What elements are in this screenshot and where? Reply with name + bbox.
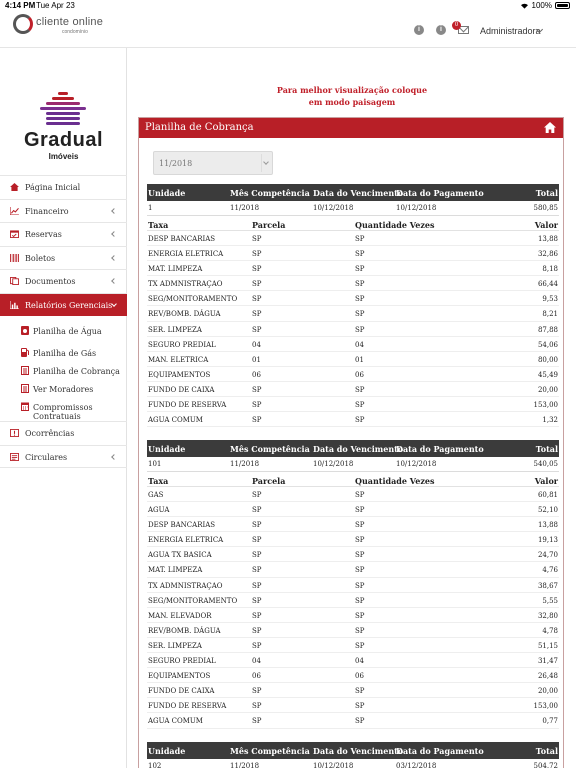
item-parcela: SP [252,611,262,620]
chevron-left-icon [111,231,117,237]
panel-header [139,118,563,138]
sidebar-subitem-label: Compromissos Contratuais [33,403,93,421]
item-quantidade: SP [355,521,365,530]
item-quantidade: SP [355,280,365,289]
list-item [147,623,559,638]
item-quantidade: SP [355,536,365,545]
list-item [147,261,559,276]
sidebar-item-label: Ocorrências [25,429,75,438]
item-taxa: GAS [148,491,164,499]
item-taxa: AGUA TX BASICA [148,551,212,560]
item-taxa: DESP BANCARIAS [148,235,216,243]
sidebar-item-reservas[interactable] [0,222,127,246]
chevron-left-icon [111,454,117,460]
sidebar-subitem-planilha-gas[interactable] [0,344,127,362]
unit-total: 540,05 [533,460,558,468]
list-item [147,231,559,246]
sidebar-item-circulares[interactable] [0,445,127,469]
battery-icon [555,2,570,9]
item-parcela: SP [252,491,262,499]
user-menu[interactable]: Administradora [480,26,541,36]
item-valor: 13,88 [537,521,558,530]
item-quantidade: 01 [355,355,364,364]
item-taxa: FUNDO DE RESERVA [148,702,227,711]
item-valor: 52,10 [537,506,558,515]
app-logo-icon[interactable] [13,14,33,34]
item-valor: 4,78 [542,626,558,635]
col-taxa: Taxa [148,220,169,230]
list-item [147,578,559,593]
item-parcela: SP [252,581,262,590]
item-quantidade: SP [355,295,365,304]
landscape-notice [250,84,454,108]
list-item [147,502,559,517]
unit-number: 1 [148,204,153,212]
wifi-icon [520,2,529,9]
item-parcela: SP [252,385,262,394]
item-parcela: SP [252,295,262,304]
item-taxa: FUNDO DE CAIXA [148,687,215,696]
item-taxa: FUNDO DE RESERVA [148,401,227,410]
item-parcela: SP [252,641,262,650]
gas-pump-icon [21,348,29,357]
item-valor: 80,00 [537,355,558,364]
item-parcela: SP [252,265,262,274]
top-header [0,12,576,48]
unit-total: 504,72 [533,762,558,768]
calendar-icon [21,402,29,411]
status-date: Tue Apr 23 [36,1,75,10]
item-quantidade: SP [355,385,365,394]
item-taxa: ENERGIA ELETRICA [148,250,224,259]
col-unidade: Unidade [148,746,186,756]
help-icon[interactable]: i [436,25,446,35]
list-item [147,683,559,698]
col-data-vencimento: Data do Vencimento [313,746,404,756]
list-item [147,246,559,261]
item-quantidade: SP [355,310,365,319]
item-parcela: SP [252,536,262,545]
col-mes-competencia: Mês Competência [230,444,310,454]
list-item [147,593,559,608]
item-quantidade: SP [355,235,365,243]
list-item [147,653,559,668]
battery-percent: 100% [531,1,552,10]
item-parcela: 04 [252,657,261,666]
unit-total: 580,85 [533,204,558,212]
brand-subtitle: Imóveis [48,152,79,161]
item-taxa: MAN. ELETRICA [148,355,209,364]
item-quantidade: 06 [355,370,364,379]
list-item [147,322,559,337]
notification-badge: 0 [452,21,461,30]
col-valor: Valor [534,220,558,230]
sidebar-subitem-label: Planilha de Gás [33,349,97,358]
home-icon[interactable] [544,122,556,133]
item-parcela: SP [252,717,262,726]
unit-pagamento: 10/12/2018 [396,460,437,468]
col-data-vencimento: Data do Vencimento [313,444,404,454]
list-item [147,367,559,382]
item-quantidade: SP [355,596,365,605]
item-quantidade: SP [355,416,365,425]
sidebar-item-relatorios-gerenciais[interactable] [0,293,127,317]
sidebar-item-financeiro[interactable] [0,199,127,223]
users-list-icon [21,384,29,393]
col-valor: Valor [534,476,558,486]
warning-icon [10,429,19,437]
item-valor: 0,77 [542,717,558,726]
col-quantidade: Quantidade Vezes [355,476,435,486]
sidebar-item-label: Relatórios Gerenciais [25,300,113,310]
sidebar-item-pagina-inicial[interactable] [0,175,127,199]
list-item [147,517,559,532]
sidebar-subitem-ver-moradores[interactable] [0,380,127,398]
circular-doc-icon [10,453,19,461]
list-item [147,668,559,683]
item-parcela: SP [252,702,262,711]
list-item [147,487,559,502]
item-taxa: MAN. ELEVADOR [148,611,212,620]
table-row[interactable] [147,201,559,216]
notice-line-1: Para melhor visualização coloque [276,85,428,95]
item-parcela: SP [252,401,262,410]
item-quantidade: SP [355,581,365,590]
chart-line-icon [10,207,19,215]
item-parcela: SP [252,551,262,560]
calendar-check-icon [10,230,19,238]
item-parcela: SP [252,626,262,635]
item-quantidade: 04 [355,340,364,349]
item-quantidade: SP [355,250,365,259]
item-quantidade: SP [355,491,365,499]
chevron-left-icon [111,208,117,214]
sidebar-item-label: Boletos [25,253,56,263]
item-parcela: SP [252,235,262,243]
item-parcela: SP [252,250,262,259]
sidebar-subitem-planilha-cobranca[interactable] [0,362,127,380]
unit-pagamento: 03/12/2018 [396,762,437,768]
item-taxa: MAT. LIMPEZA [148,566,203,575]
item-valor: 51,15 [537,641,558,650]
sidebar-subitem-label: Planilha de Água [33,327,102,336]
item-parcela: SP [252,416,262,425]
sidebar-item-label: Documentos [25,277,76,286]
list-item [147,638,559,653]
list-item [147,713,559,728]
item-valor: 19,13 [537,536,558,545]
item-taxa: REV/BOMB. DÁGUA [148,626,221,635]
item-parcela: 04 [252,340,261,349]
sidebar-item-documentos[interactable] [0,269,127,293]
table-header-row [147,184,559,201]
app-subtitle: condomínio [62,29,88,35]
item-valor: 26,48 [537,672,558,681]
unit-vencimento: 10/12/2018 [313,204,354,212]
item-valor: 153,00 [533,401,558,410]
item-quantidade: SP [355,401,365,410]
item-taxa: AGUA [148,506,170,515]
item-quantidade: SP [355,626,365,635]
col-total: Total [535,444,558,454]
item-taxa: SER. LIMPEZA [148,325,202,334]
col-quantidade: Quantidade Vezes [355,220,435,230]
item-valor: 5,55 [542,596,558,605]
item-taxa: AGUA COMUM [148,416,203,425]
unit-mes: 11/2018 [230,460,260,468]
period-select[interactable] [153,151,273,175]
item-valor: 4,76 [542,566,558,575]
chevron-down-icon [261,154,269,172]
item-quantidade: 04 [355,657,364,666]
item-valor: 20,00 [537,687,558,696]
item-valor: 54,06 [537,340,558,349]
app-name[interactable]: cliente online [36,16,104,28]
item-valor: 66,44 [537,280,558,289]
item-parcela: SP [252,280,262,289]
list-icon [21,366,29,375]
unit-vencimento: 10/12/2018 [313,762,354,768]
item-taxa: ENERGIA ELETRICA [148,536,224,545]
item-taxa: SEG/MONITORAMENTO [148,596,238,605]
list-item [147,698,559,713]
unit-billing-table [147,440,559,729]
item-quantidade: SP [355,566,365,575]
item-parcela: 06 [252,370,261,379]
col-total: Total [535,188,558,198]
item-parcela: SP [252,310,262,319]
col-data-vencimento: Data do Vencimento [313,188,404,198]
item-quantidade: SP [355,551,365,560]
item-quantidade: SP [355,265,365,274]
unit-mes: 11/2018 [230,762,260,768]
col-mes-competencia: Mês Competência [230,188,310,198]
item-parcela: SP [252,506,262,515]
items-header-row [147,216,559,231]
item-valor: 9,53 [542,295,558,304]
unit-pagamento: 10/12/2018 [396,204,437,212]
list-item [147,291,559,306]
item-valor: 13,88 [537,235,558,243]
items-header-row [147,472,559,487]
col-data-pagamento: Data do Pagamento [396,746,484,756]
billing-panel [138,117,564,768]
unit-number: 102 [148,762,162,768]
sidebar-subitem-label: Planilha de Cobrança [33,367,120,376]
sidebar [0,48,127,768]
info-icon[interactable]: i [414,25,424,35]
item-valor: 38,67 [537,581,558,590]
col-parcela: Parcela [252,476,286,486]
home-icon [10,183,19,191]
table-header-row [147,440,559,457]
item-taxa: REV/BOMB. DÁGUA [148,310,221,319]
col-parcela: Parcela [252,220,286,230]
item-parcela: SP [252,687,262,696]
list-item [147,382,559,397]
item-valor: 87,88 [537,325,558,334]
notice-line-2: em modo paisagem [308,97,396,107]
brand-name: Gradual [23,129,104,151]
col-data-pagamento: Data do Pagamento [396,188,484,198]
list-item [147,276,559,291]
item-valor: 8,21 [542,310,558,319]
col-unidade: Unidade [148,188,186,198]
list-item [147,547,559,562]
panel-title: Planilha de Cobrança [145,122,254,133]
item-quantidade: SP [355,325,365,334]
chevron-left-icon [111,255,117,261]
water-meter-icon [21,326,29,335]
unit-vencimento: 10/12/2018 [313,460,354,468]
item-taxa: SEGURO PREDIAL [148,657,216,666]
item-valor: 45,49 [537,370,558,379]
sidebar-menu [0,175,127,468]
table-header-row [147,742,559,759]
col-taxa: Taxa [148,476,169,486]
item-valor: 24,70 [537,551,558,560]
item-parcela: 06 [252,672,261,681]
sidebar-subitem-label: Ver Moradores [33,385,94,394]
item-valor: 32,86 [537,250,558,259]
col-total: Total [535,746,558,756]
sidebar-item-ocorrencias[interactable] [0,421,127,445]
item-valor: 1,32 [542,416,558,425]
item-quantidade: SP [355,611,365,620]
sidebar-item-label: Circulares [25,452,68,462]
list-item [147,397,559,412]
item-taxa: FUNDO DE CAIXA [148,385,215,394]
item-quantidade: SP [355,687,365,696]
table-row[interactable] [147,457,559,472]
item-parcela: SP [252,566,262,575]
sidebar-item-boletos[interactable] [0,246,127,270]
chevron-down-icon [111,301,117,307]
item-quantidade: SP [355,702,365,711]
list-item [147,562,559,577]
item-valor: 8,18 [542,265,558,274]
item-valor: 60,81 [537,491,558,499]
status-bar [0,0,576,12]
item-taxa: SEGURO PREDIAL [148,340,216,349]
bar-chart-icon [10,301,19,309]
col-data-pagamento: Data do Pagamento [396,444,484,454]
sidebar-item-label: Reservas [25,230,62,239]
brand-logo-icon [40,92,86,128]
chevron-left-icon [111,278,117,284]
item-parcela: SP [252,521,262,530]
item-taxa: TX ADMNISTRAÇAO [148,280,223,289]
col-unidade: Unidade [148,444,186,454]
list-item [147,532,559,547]
unit-billing-table [147,184,559,427]
documents-icon [10,277,19,285]
item-taxa: EQUIPAMENTOS [148,370,211,379]
item-valor: 153,00 [533,702,558,711]
unit-billing-table [147,742,559,768]
item-parcela: SP [252,596,262,605]
sidebar-item-label: Financeiro [25,206,69,216]
item-parcela: 01 [252,355,261,364]
item-quantidade: SP [355,717,365,726]
table-row[interactable] [147,759,559,768]
unit-mes: 11/2018 [230,204,260,212]
period-select-value: 11/2018 [159,159,193,168]
list-item [147,337,559,352]
item-quantidade: SP [355,506,365,515]
list-item [147,412,559,427]
item-taxa: SEG/MONITORAMENTO [148,295,238,304]
unit-number: 101 [148,460,162,468]
item-taxa: AGUA COMUM [148,717,203,726]
item-taxa: TX ADMNISTRAÇAO [148,581,223,590]
sidebar-subitem-planilha-agua[interactable] [0,322,127,340]
sidebar-item-label: Página Inicial [25,183,81,192]
barcode-icon [10,254,19,262]
item-taxa: DESP BANCARIAS [148,521,216,530]
item-quantidade: 06 [355,672,364,681]
item-taxa: MAT. LIMPEZA [148,265,203,274]
status-time: 4:14 PM [5,1,36,10]
item-parcela: SP [252,325,262,334]
item-quantidade: SP [355,641,365,650]
item-valor: 20,00 [537,385,558,394]
item-valor: 31,47 [537,657,558,666]
list-item [147,352,559,367]
item-valor: 32,80 [537,611,558,620]
list-item [147,306,559,321]
item-taxa: SER. LIMPEZA [148,641,202,650]
sidebar-subitem-compromissos[interactable] [0,398,127,421]
col-mes-competencia: Mês Competência [230,746,310,756]
item-taxa: EQUIPAMENTOS [148,672,211,681]
list-item [147,608,559,623]
